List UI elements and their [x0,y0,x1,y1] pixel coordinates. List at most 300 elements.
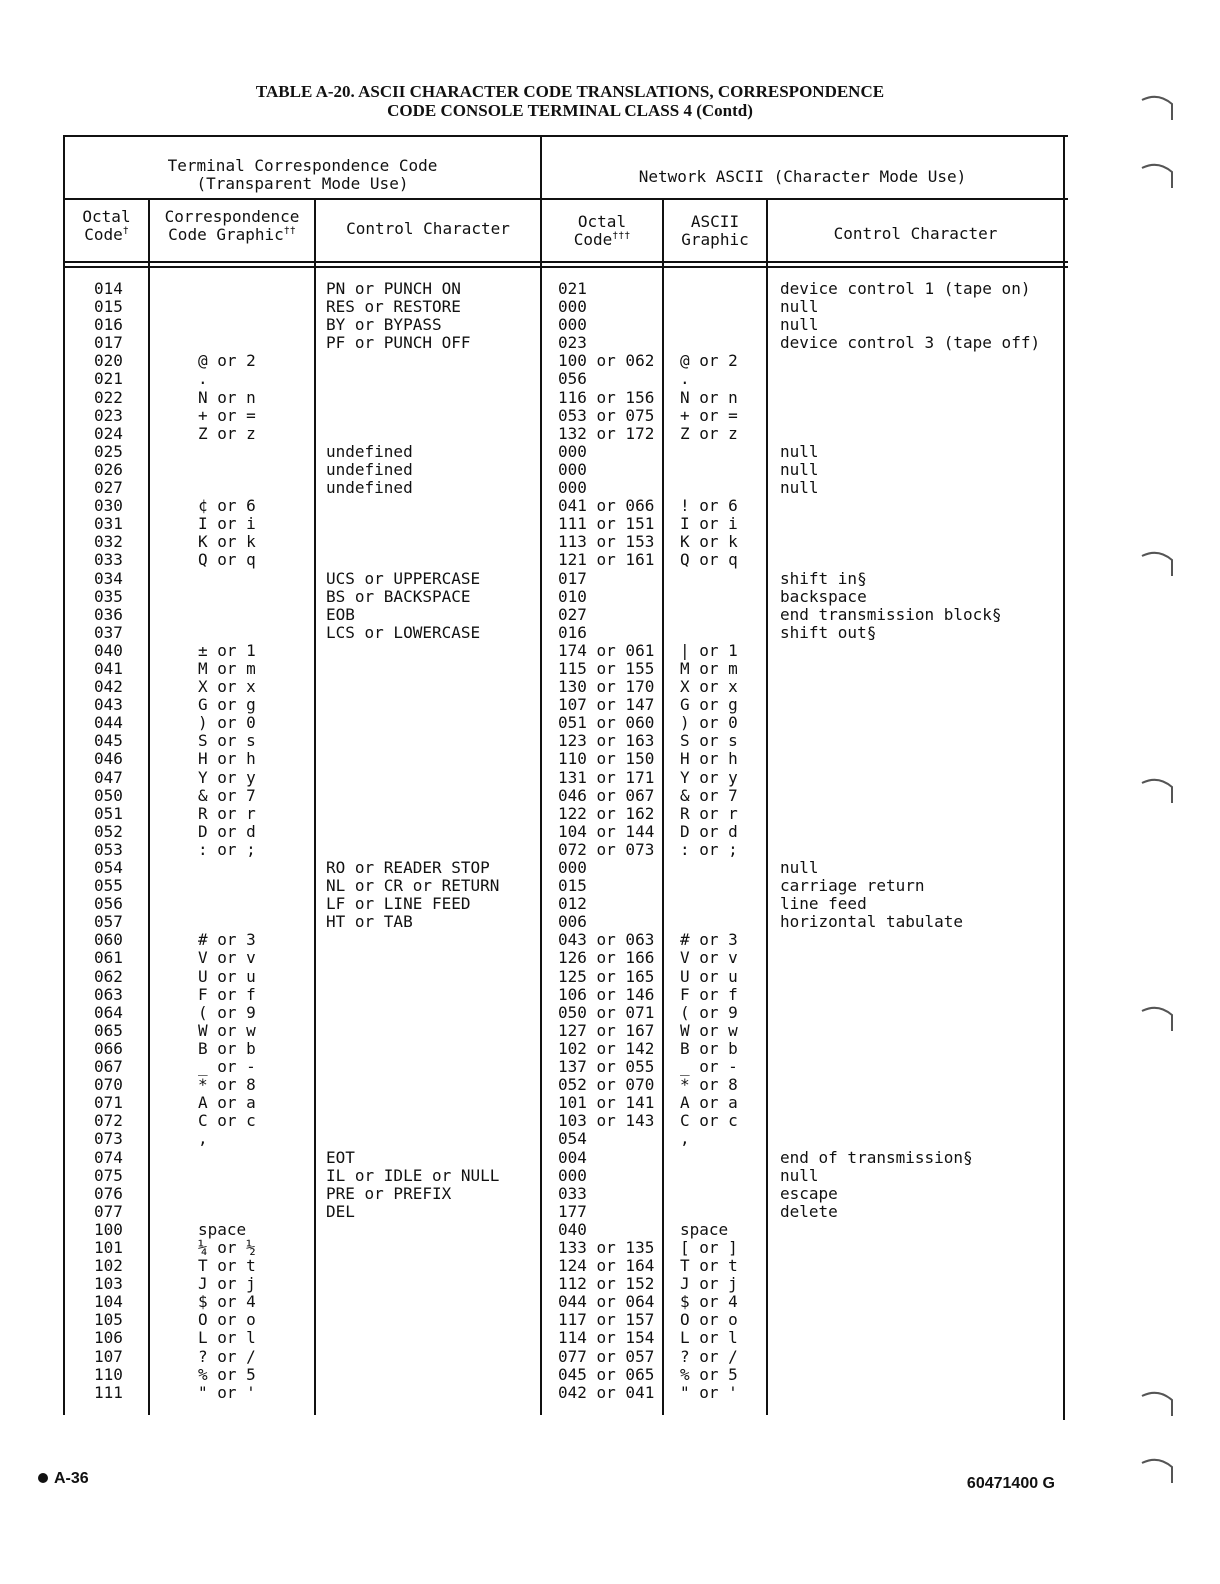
table-cell-cg: ¼ or ½ [198,1237,256,1257]
table-cell-cc: PRE or PREFIX [326,1183,452,1203]
table-cell-oct: 110 [94,1364,123,1384]
table-cell-ao: 000 [558,315,587,335]
table-cell-oct: 064 [94,1002,123,1022]
table-cell-ac: null [780,1165,819,1185]
table-cell-oct: 053 [94,839,123,859]
table-cell-cg: R or r [198,803,256,823]
table-cell-ao: 072 or 073 [558,839,655,859]
table-cell-cg: , [198,1129,208,1149]
table-cell-cg [198,913,256,931]
table-cell-cg: I or i [198,514,256,534]
table-cell-ag: F or f [680,984,738,1004]
table-cell-cc: PN or PUNCH ON [326,279,461,298]
table-cell-ag: L or l [680,1328,738,1348]
table-cell-cg: K or k [198,532,256,552]
binder-hole-icon [1140,548,1176,578]
page-footer-left [38,1470,89,1488]
table-cell-ao: 042 or 041 [558,1382,655,1402]
table-cell-ag [680,443,738,461]
table-cell-ag [680,1203,738,1221]
table-cell-cc [326,714,499,732]
table-cell-cg: @ or 2 [198,351,256,371]
group-header-network-text: Network ASCII (Character Mode Use) [638,167,967,186]
table-cell-ao: 116 or 156 [558,387,655,407]
table-cell-ao: 111 or 151 [558,514,655,534]
table-cell-cg: F or f [198,984,256,1004]
table-cell-ag [680,1167,738,1185]
col-header-octal-code-text: Code [84,225,123,244]
table-cell-cc [326,551,499,569]
table-cell-cc [326,1040,499,1058]
table-cell-ac [780,805,1040,823]
table-cell-oct: 050 [94,785,123,805]
table-cell-cc [326,1384,499,1402]
table-cell-ag: | or 1 [680,640,738,660]
table-cell-ao: 177 [558,1201,587,1221]
col-header-ascii-graphic [664,213,766,249]
column-ascii-graphic [680,280,738,1402]
binder-hole-icon [1140,92,1176,122]
table-cell-ao: 000 [558,441,587,461]
table-cell-ao: 040 [558,1219,587,1239]
table-cell-oct: 030 [94,496,123,516]
table-cell-ac: null [780,858,819,877]
table-cell-cc: HT or TAB [326,912,413,932]
table-cell-cg [198,316,256,334]
document-number: 60471400 G [966,1475,1055,1492]
table-cell-ac [780,1366,1040,1384]
table-cell-ac [780,1221,1040,1239]
table-cell-cg: $ or 4 [198,1292,256,1312]
table-cell-ag: ( or 9 [680,1002,738,1022]
table-cell-ac [780,931,1040,949]
table-cell-cc [326,1221,499,1239]
table-cell-ag [680,298,738,316]
table-cell-cg [198,570,256,588]
table-cell-oct: 057 [94,912,123,932]
table-cell-cc: NL or CR or RETURN [326,876,500,896]
table-cell-oct: 066 [94,1038,123,1058]
table-cell-ac [780,389,1040,407]
table-cell-ao: 110 or 150 [558,749,655,769]
table-cell-ac: device control 1 (tape on) [780,279,1031,298]
table-cell-cc [326,1257,499,1275]
table-cell-ac [780,678,1040,696]
table-cell-cg: O or o [198,1310,256,1330]
table-cell-ac [780,1022,1040,1040]
table-cell-ao: 132 or 172 [558,423,655,443]
table-cell-ac [780,352,1040,370]
table-cell-ac [780,949,1040,967]
table-cell-oct: 023 [94,405,123,425]
table-cell-ag [680,1185,738,1203]
table-cell-ag [680,316,738,334]
binder-hole-icon [1140,1455,1176,1485]
table-cell-oct: 024 [94,423,123,443]
table-cell-ag: K or k [680,532,738,552]
table-cell-ac [780,1257,1040,1275]
table-cell-ac [780,370,1040,388]
table-cell-ag [680,479,738,497]
table-cell-cc [326,407,499,425]
table-cell-oct: 061 [94,948,123,968]
table-cell-ag: Y or y [680,767,738,787]
table-cell-ao: 131 or 171 [558,767,655,787]
table-cell-ao: 125 or 165 [558,966,655,986]
table-cell-ag: U or u [680,966,738,986]
table-cell-cg: ? or / [198,1346,256,1366]
table-cell-oct: 027 [94,478,123,498]
table-cell-oct: 073 [94,1129,123,1149]
table-cell-oct: 063 [94,984,123,1004]
table-cell-ao: 015 [558,876,587,896]
table-cell-cg: C or c [198,1111,256,1131]
table-cell-ao: 124 or 164 [558,1256,655,1276]
table-cell-ao: 113 or 153 [558,532,655,552]
table-cell-ao: 053 or 075 [558,405,655,425]
table-cell-ao: 000 [558,459,587,479]
table-cell-ag: @ or 2 [680,351,738,371]
table-cell-oct: 022 [94,387,123,407]
table-cell-ac: shift out§ [780,622,877,642]
table-cell-cc [326,497,499,515]
table-cell-oct: 060 [94,930,123,950]
table-cell-cc [326,352,499,370]
table-cell-cc [326,515,499,533]
table-cell-ac: backspace [780,586,867,606]
table-cell-oct: 017 [94,333,123,353]
table-cell-cg [198,859,256,877]
table-cell-ac [780,750,1040,768]
column-octal-ascii [558,280,654,1402]
table-cell-ao: 046 or 067 [558,785,655,805]
table-cell-ag: : or ; [680,839,738,859]
table-cell-ag: T or t [680,1256,738,1276]
table-cell-ag [680,588,738,606]
table-cell-ag: H or h [680,749,738,769]
table-cell-oct: 104 [94,1292,123,1312]
table-cell-cg [198,443,256,461]
table-cell-ac: null [780,459,819,479]
table-cell-ao: 016 [558,622,587,642]
table-cell-ag [680,570,738,588]
table-cell-cc [326,769,499,787]
table-cell-oct: 043 [94,695,123,715]
table-cell-ag [680,461,738,479]
table-cell-oct: 052 [94,821,123,841]
table-cell-oct: 034 [94,568,123,588]
table-cell-ag [680,1149,738,1167]
table-cell-ac: carriage return [780,876,925,896]
table-cell-cg: ¢ or 6 [198,496,256,516]
table-cell-ac: shift in§ [780,568,867,588]
table-cell-cg: Q or q [198,550,256,570]
table-cell-cc: PF or PUNCH OFF [326,333,471,353]
col-header-octal-code-line1: Octal [82,207,131,226]
group-header-terminal-line2: (Transparent Mode Use) [196,174,409,193]
table-cell-ao: 000 [558,478,587,498]
table-cell-oct: 101 [94,1237,123,1257]
table-cell-ac: end of transmission§ [780,1147,973,1167]
table-cell-ao: 122 or 162 [558,803,655,823]
table-cell-ag [680,280,738,298]
table-cell-ac [780,533,1040,551]
binder-hole-icon [1140,160,1176,190]
table-cell-ag: # or 3 [680,930,738,950]
table-cell-ao: 000 [558,1165,587,1185]
page-number: A-36 [54,1470,89,1487]
table-cell-ao: 006 [558,912,587,932]
table-cell-cc [326,1076,499,1094]
table-cell-ac [780,1040,1040,1058]
table-cell-cg [198,479,256,497]
table-cell-oct: 044 [94,713,123,733]
table-cell-ag: Q or q [680,550,738,570]
table-cell-ao: 041 or 066 [558,496,655,516]
table-cell-oct: 031 [94,514,123,534]
table-cell-oct: 062 [94,966,123,986]
table-cell-oct: 033 [94,550,123,570]
double-dagger-footnote-mark: †† [283,225,296,237]
table-cell-cg: U or u [198,966,256,986]
table-cell-cc [326,1058,499,1076]
col-header-ascii-graphic-line1: ASCII [690,212,740,231]
table-cell-ag: O or o [680,1310,738,1330]
table-cell-ac [780,1311,1040,1329]
table-cell-cg: V or v [198,948,256,968]
table-cell-cc [326,660,499,678]
col-header-correspondence-line2 [150,226,314,244]
table-cell-ac [780,1112,1040,1130]
table-cell-ao: 000 [558,858,587,877]
group-header-terminal [65,157,540,193]
table-cell-ac: null [780,478,819,498]
table-cell-ac [780,551,1040,569]
table-cell-ag: A or a [680,1093,738,1113]
table-cell-cg: X or x [198,677,256,697]
table-cell-cc: BS or BACKSPACE [326,586,471,606]
table-cell-ag: G or g [680,695,738,715]
binder-hole-icon [1140,775,1176,805]
table-cell-oct: 020 [94,351,123,371]
table-cell-ac [780,642,1040,660]
table-cell-oct: 074 [94,1147,123,1167]
table-cell-oct: 021 [94,369,123,389]
col-header-octal-code [65,208,148,244]
table-cell-ao: 104 or 144 [558,821,655,841]
table-cell-cc [326,1293,499,1311]
table-cell-ao: 000 [558,297,587,317]
table-cell-cc [326,678,499,696]
table-cell-ac: delete [780,1201,838,1221]
table-cell-cg: % or 5 [198,1364,256,1384]
table-cell-ao: 077 or 057 [558,1346,655,1366]
table-cell-ao: 052 or 070 [558,1075,655,1095]
table-cell-cc: EOT [326,1147,355,1167]
table-cell-cc [326,750,499,768]
table-cell-cc [326,949,499,967]
table-cell-ao: 033 [558,1183,587,1203]
table-cell-cc [326,1329,499,1347]
table-cell-cc: undefined [326,441,413,461]
table-cell-ag: N or n [680,387,738,407]
table-cell-ag: D or d [680,821,738,841]
table-cell-cc [326,425,499,443]
col-header-control-character-right [768,225,1063,243]
table-cell-cg [198,1185,256,1203]
table-cell-cc [326,533,499,551]
table-cell-ao: 021 [558,279,587,298]
table-title-line1: TABLE A-20. ASCII CHARACTER CODE TRANSLATIONS, CORRESPONDENCE [255,82,885,101]
table-cell-cc [326,1112,499,1130]
table-title-line2: CODE CONSOLE TERMINAL CLASS 4 (Contd) [387,101,753,120]
table-cell-oct: 054 [94,858,123,877]
table-cell-cc [326,1311,499,1329]
col-header-octal-code-line2 [65,226,148,244]
table-cell-ac: escape [780,1183,838,1203]
table-cell-cc [326,1094,499,1112]
table-cell-cc: undefined [326,459,413,479]
col-header-correspondence-line1: Correspondence [164,207,300,226]
table-cell-oct: 106 [94,1328,123,1348]
table-cell-ac [780,841,1040,859]
table-title [180,82,960,120]
table-cell-oct: 077 [94,1201,123,1221]
table-cell-ao: 115 or 155 [558,658,655,678]
table-cell-ac: end transmission block§ [780,604,1002,624]
table-cell-ag: V or v [680,948,738,968]
table-cell-ac [780,823,1040,841]
table-cell-oct: 015 [94,297,123,317]
table-cell-oct: 042 [94,677,123,697]
table-cell-ac: null [780,315,819,335]
table-cell-ag: [ or ] [680,1237,738,1257]
table-cell-ag: $ or 4 [680,1292,738,1312]
table-cell-cg: A or a [198,1093,256,1113]
table-cell-ag: ) or 0 [680,713,738,733]
table-cell-ac [780,425,1040,443]
table-cell-cc: DEL [326,1201,355,1221]
table-cell-ag [680,895,738,913]
column-octal-code [94,280,123,1402]
table-cell-ag: Z or z [680,423,738,443]
table-cell-ao: 112 or 152 [558,1274,655,1294]
column-control-character-right [780,280,1040,1402]
table-cell-ac [780,1384,1040,1402]
table-cell-ac [780,769,1040,787]
table-cell-cg: J or j [198,1274,256,1294]
table-cell-cc: LF or LINE FEED [326,894,471,914]
table-cell-oct: 076 [94,1183,123,1203]
table-cell-ao: 027 [558,604,587,624]
table-cell-ag: space [680,1219,729,1239]
table-cell-ag: R or r [680,803,738,823]
table-cell-oct: 103 [94,1274,123,1294]
table-cell-cg [198,280,256,298]
table-cell-ag: . [680,369,690,389]
table-cell-oct: 026 [94,459,123,479]
table-cell-ao: 017 [558,568,587,588]
table-cell-cg: G or g [198,695,256,715]
binder-hole-icon [1140,1003,1176,1033]
table-cell-ag: & or 7 [680,785,738,805]
table-cell-cg [198,1149,256,1167]
table-cell-ao: 137 or 055 [558,1057,655,1077]
table-cell-oct: 071 [94,1093,123,1113]
table-cell-cg: : or ; [198,839,256,859]
table-cell-cg: S or s [198,731,256,751]
table-cell-ao: 126 or 166 [558,948,655,968]
table-cell-ao: 050 or 071 [558,1002,655,1022]
table-cell-ac [780,1329,1040,1347]
table-cell-ac: device control 3 (tape off) [780,333,1041,353]
table-cell-cc: EOB [326,604,355,624]
table-cell-oct: 037 [94,622,123,642]
table-cell-cc [326,1239,499,1257]
col-header-octal-ascii [542,213,662,249]
col-header-correspondence-graphic [150,208,314,244]
table-cell-oct: 025 [94,441,123,461]
table-cell-cg [198,588,256,606]
table-cell-ac [780,1058,1040,1076]
table-cell-cc [326,1130,499,1148]
table-cell-cg: & or 7 [198,785,256,805]
table-cell-cc: RES or RESTORE [326,297,461,317]
column-control-character-left [326,280,499,1402]
table-cell-ao: 054 [558,1129,587,1149]
table-cell-cg [198,606,256,624]
table-cell-ag [680,606,738,624]
table-cell-oct: 072 [94,1111,123,1131]
table-cell-cg: L or l [198,1328,256,1348]
table-cell-cc [326,1275,499,1293]
table-cell-cg: ( or 9 [198,1002,256,1022]
col-header-ascii-graphic-line2: Graphic [681,230,749,249]
table-cell-cc [326,787,499,805]
table-cell-ao: 107 or 147 [558,695,655,715]
table-cell-ag: _ or - [680,1057,738,1077]
table-cell-ag: B or b [680,1038,738,1058]
table-cell-cg: " or ' [198,1382,256,1402]
col-header-octal-ascii-line2 [542,231,662,249]
table-cell-cg: M or m [198,658,256,678]
dagger-footnote-mark: † [122,225,129,237]
table-cell-oct: 032 [94,532,123,552]
table-cell-cg: T or t [198,1256,256,1276]
table-cell-ac [780,787,1040,805]
table-cell-cc: LCS or LOWERCASE [326,622,481,642]
table-cell-cc: BY or BYPASS [326,315,442,335]
table-cell-ao: 044 or 064 [558,1292,655,1312]
table-cell-ac [780,714,1040,732]
col-header-octal-ascii-line1: Octal [577,212,627,231]
table-cell-cc [326,1348,499,1366]
table-cell-ag: I or i [680,514,738,534]
table-cell-ac [780,1130,1040,1148]
table-cell-ag: , [680,1129,690,1149]
table-cell-ao: 012 [558,894,587,914]
table-cell-ao: 045 or 065 [558,1364,655,1384]
table-cell-ao: 114 or 154 [558,1328,655,1348]
table-cell-cg [198,895,256,913]
table-cell-ao: 117 or 157 [558,1310,655,1330]
table-cell-ac [780,696,1040,714]
table-cell-cg: space [198,1219,247,1239]
table-cell-oct: 055 [94,876,123,896]
table-cell-ac [780,1094,1040,1112]
table-cell-ag [680,859,738,877]
table-cell-cc [326,642,499,660]
